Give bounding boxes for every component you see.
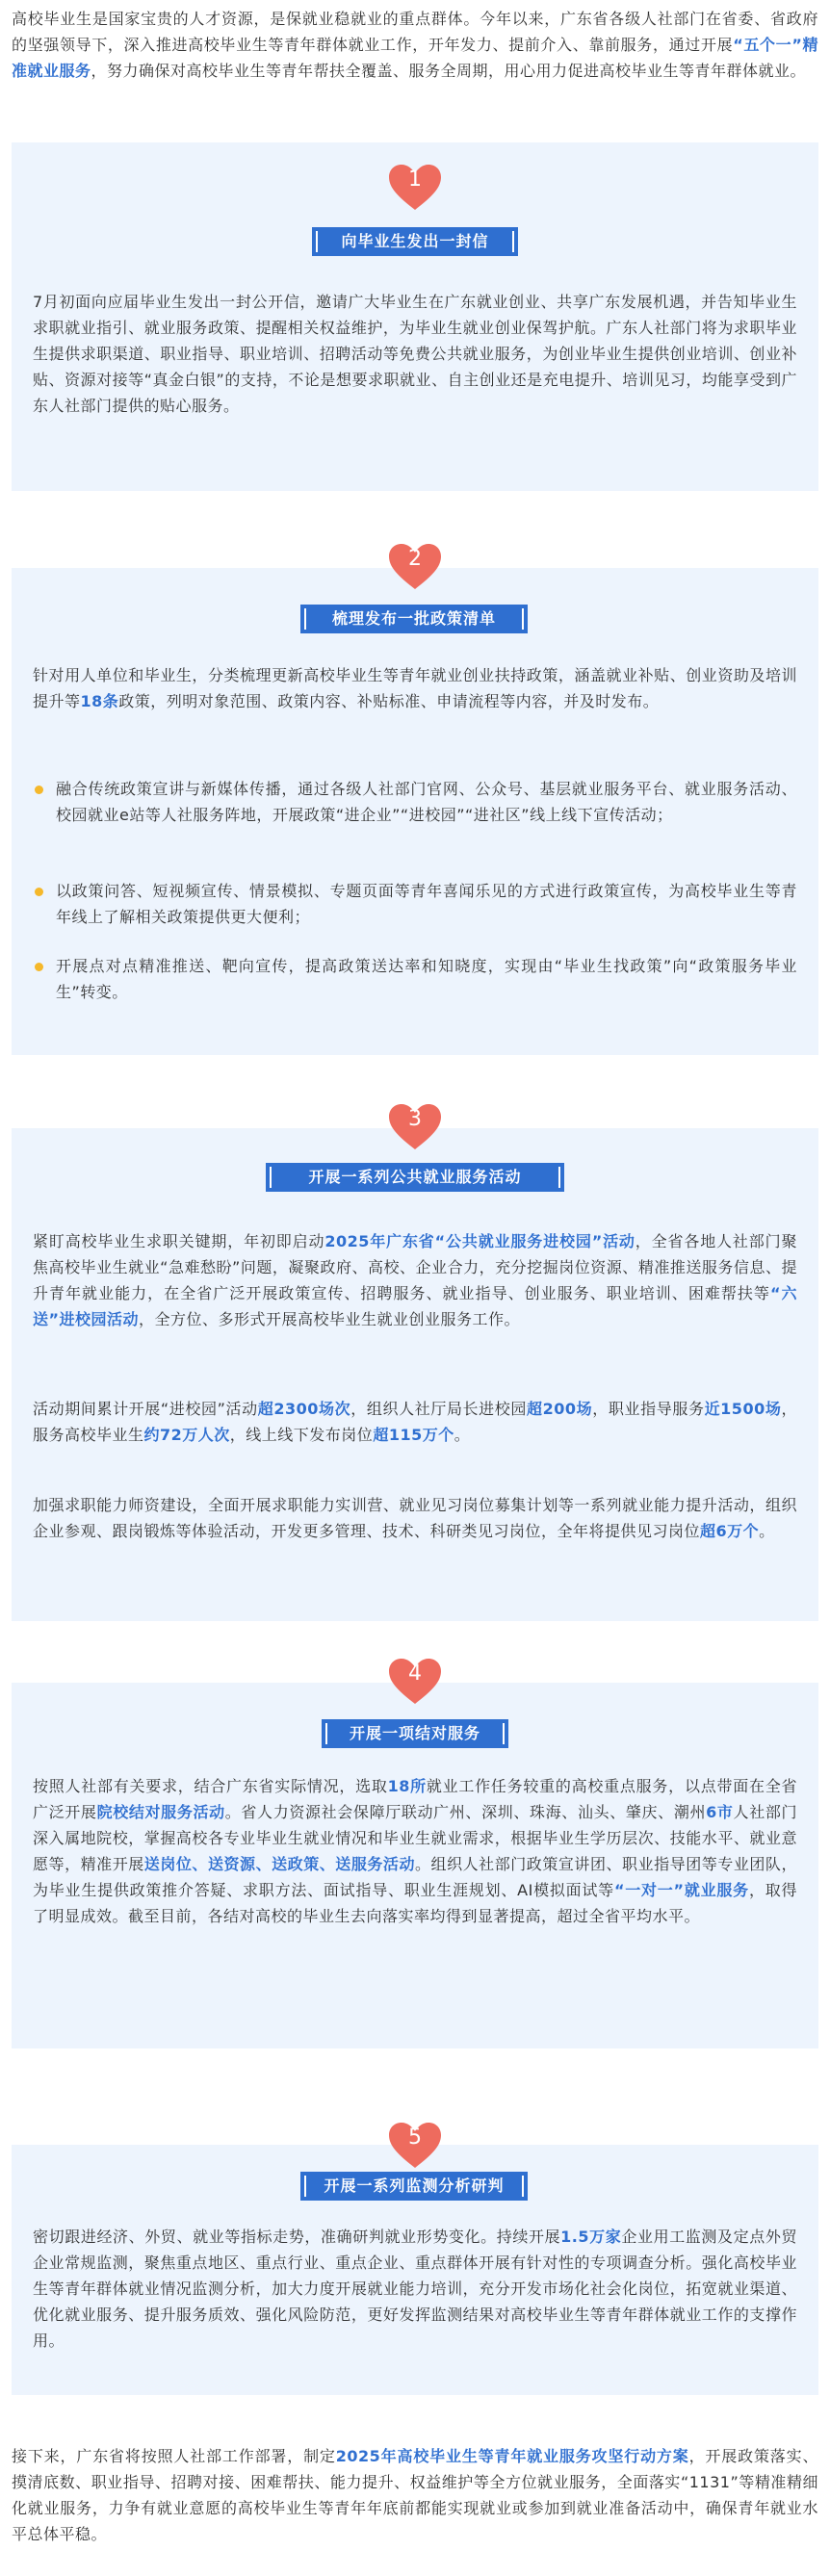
section-5-paragraph: 密切跟进经济、外贸、就业等指标走势，准确研判就业形势变化。持续开展1.5万家企业用工监测及定点外贸企业常规监测，聚焦重点地区、重点行业、重点企业、重点群体开展有针对性的专项调查分析。强化高校毕业生等青年群体就业情况监测分析，加大力度开展就业能力培训，充分开发市场化社会化岗位，拓宽就业渠道、优化就业服务、提升服务质效、强化风险防范，更好发挥监测结果对高校毕业生等青年群体就业工作的支撑作用。 xyxy=(33,2228,797,2350)
heart-number-badge-3 xyxy=(388,1103,442,1151)
bullet-dot-icon xyxy=(35,963,43,971)
section-3-paragraph-2: 活动期间累计开展“进校园”活动超2300场次，组织人社厅局长进校园超200场，职业指导服务近1500场，服务高校毕业生约72万人次，线上线下发布岗位超115万个。 xyxy=(33,1400,797,1444)
section-number: 5 xyxy=(408,2125,422,2150)
section-2-bullet-1: 融合传统政策宣讲与新媒体传播，通过各级人社部门官网、公众号、基层就业服务平台、就业服务活动、校园就业e站等人社服务阵地，开展政策“进企业”“进校园”“进社区”线上线下宣传活动； xyxy=(33,776,797,828)
section-1-paragraph: 7月初面向应届毕业生发出一封公开信，邀请广大毕业生在广东就业创业、共享广东发展机遇，并告知毕业生求职就业指引、就业服务政策、提醒相关权益维护，为毕业生就业创业保驾护航。广东人社部门将为求职毕业生提供求职渠道、职业指导、职业培训、招聘活动等免费公共就业服务，为创业毕业生提供创业培训、创业补贴、资源对接等“真金白银”的支持，不论是想要求职就业、自主创业还是充电提升、培训见习，均能享受到广东人社部门提供的贴心服务。 xyxy=(33,293,797,415)
section-card-2 xyxy=(12,568,818,1055)
outro-highlight: 2025年高校毕业生等青年就业服务攻坚行动方案 xyxy=(335,2447,689,2465)
section-number: 3 xyxy=(408,1107,422,1131)
intro-text-end: ，努力确保对高校毕业生等青年帮扶全覆盖、服务全周期，用心用力促进高校毕业生等青年群体就业。 xyxy=(91,62,807,80)
section-2-bullet-2: 以政策问答、短视频宣传、情景模拟、专题页面等青年喜闻乐见的方式进行政策宣传，为高校毕业生等青年线上了解相关政策提供更大便利； xyxy=(33,878,797,930)
section-4-paragraph: 按照人社部有关要求，结合广东省实际情况，选取18所就业工作任务较重的高校重点服务，以点带面在全省广泛开展院校结对服务活动。省人力资源社会保障厅联动广州、深圳、珠海、汕头、肇庆、潮州6市人社部门深入属地院校，掌握高校各专业毕业生就业情况和毕业生就业需求，根据毕业生学历层次、技能水平、就业意愿等，精准开展送岗位、送资源、送政策、送服务活动。组织人社部门政策宣讲团、职业指导团等专业团队，为毕业生提供政策推介答疑、求职方法、面试指导、职业生涯规划、AI模拟面试等“一对一”就业服务，取得了明显成效。截至目前，各结对高校的毕业生去向落实率均得到显著提高，超过全省平均水平。 xyxy=(33,1777,797,1925)
section-card-3 xyxy=(12,1128,818,1621)
section-card-5 xyxy=(12,2145,818,2395)
section-number: 2 xyxy=(408,547,422,571)
section-5-title: 开展一系列监测分析研判 xyxy=(300,2172,528,2201)
heart-number-badge-1 xyxy=(388,164,442,212)
outro-paragraph xyxy=(12,2443,818,2547)
section-1-title: 向毕业生发出一封信 xyxy=(312,227,518,256)
heart-number-badge-2 xyxy=(388,543,442,591)
intro-paragraph xyxy=(12,6,818,84)
intro-highlight: “五个一”精准就业服务 xyxy=(12,36,818,80)
heart-number-badge-4 xyxy=(388,1658,442,1706)
section-2-bullet-3: 开展点对点精准推送、靶向宣传，提高政策送达率和知晓度，实现由“毕业生找政策”向“政策服务毕业生”转变。 xyxy=(33,953,797,1005)
outro-text-end: ，开展政策落实、摸清底数、职业指导、招聘对接、困难帮扶、能力提升、权益维护等全方位就业服务，全面落实“1131”等精准精细化就业服务，力争有就业意愿的高校毕业生等青年年底前都能实现就业或参加到就业准备活动中，确保青年就业水平总体平稳。 xyxy=(12,2447,818,2543)
intro-text: 高校毕业生是国家宝贵的人才资源，是保就业稳就业的重点群体。今年以来，广东省各级人社部门在省委、省政府的坚强领导下，深入推进高校毕业生等青年群体就业工作，开年发力、提前介入、靠前服务，通过开展 xyxy=(12,10,818,54)
section-4-title: 开展一项结对服务 xyxy=(322,1719,508,1748)
section-2-title: 梳理发布一批政策清单 xyxy=(300,605,528,633)
section-3-paragraph-3: 加强求职能力师资建设，全面开展求职能力实训营、就业见习岗位募集计划等一系列就业能力提升活动，组织企业参观、跟岗锻炼等体验活动，开发更多管理、技术、科研类见习岗位，全年将提供见习岗位超6万个。 xyxy=(33,1496,797,1540)
section-card-4 xyxy=(12,1683,818,2048)
section-number: 1 xyxy=(408,167,422,192)
heart-number-badge-5 xyxy=(388,2122,442,2170)
bullet-dot-icon xyxy=(35,888,43,896)
outro-text: 接下来，广东省将按照人社部工作部署，制定 xyxy=(12,2447,336,2465)
bullet-dot-icon xyxy=(35,786,43,794)
section-2-paragraph: 针对用人单位和毕业生，分类梳理更新高校毕业生等青年就业创业扶持政策，涵盖就业补贴、创业资助及培训提升等18条政策，列明对象范围、政策内容、补贴标准、申请流程等内容，并及时发布。 xyxy=(33,666,797,710)
section-3-paragraph-1: 紧盯高校毕业生求职关键期，年初即启动2025年广东省“公共就业服务进校园”活动，全省各地人社部门聚焦高校毕业生就业“急难愁盼”问题，凝聚政府、高校、企业合力，充分挖掘岗位资源、精准推送服务信息、提升青年就业能力，在全省广泛开展政策宣传、招聘服务、就业指导、创业服务、职业培训、困难帮扶等“六送”进校园活动，全方位、多形式开展高校毕业生就业创业服务工作。 xyxy=(33,1232,797,1328)
section-number: 4 xyxy=(408,1662,422,1686)
section-3-title: 开展一系列公共就业服务活动 xyxy=(266,1163,564,1192)
